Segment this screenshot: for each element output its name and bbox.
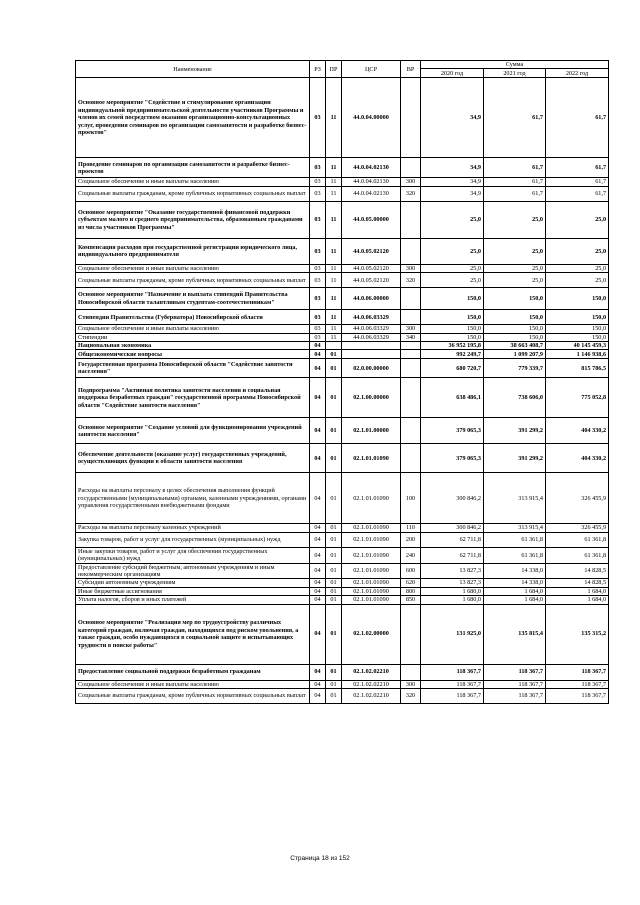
row-amount-2020: 118 367,7 xyxy=(421,680,484,688)
row-amount-2020: 13 827,3 xyxy=(421,563,484,579)
row-rz: 04 xyxy=(310,378,326,418)
row-vr: 600 xyxy=(401,563,421,579)
row-pr: 11 xyxy=(326,186,342,201)
row-name: Основное мероприятие "Создание условий для функционирования учреждений занятости населения" xyxy=(76,418,310,444)
row-rz: 03 xyxy=(310,264,326,272)
row-amount-2020: 62 711,8 xyxy=(421,532,484,547)
row-pr: 11 xyxy=(326,325,342,333)
row-amount-2022: 61,7 xyxy=(546,186,609,201)
row-pr: 01 xyxy=(326,579,342,587)
table-row xyxy=(76,524,609,532)
row-csr: 44.0.06.03329 xyxy=(342,333,401,341)
row-rz: 04 xyxy=(310,689,326,704)
row-amount-2021: 38 663 408,7 xyxy=(484,342,546,350)
row-vr xyxy=(401,201,421,238)
row-name: Основное мероприятие "Реализация мер по трудоустройству различных категорий граждан, включая граждан, находящихся под риском увольнения, а также граждан, особо нуждающихся в социальной защите и испытывающих трудности в поиске работы" xyxy=(76,604,310,664)
row-vr: 340 xyxy=(401,333,421,341)
header-pr: ПР xyxy=(326,61,342,78)
row-amount-2020: 150,0 xyxy=(421,288,484,310)
row-name: Национальная экономика xyxy=(76,342,310,350)
table-row xyxy=(76,273,609,288)
row-amount-2020: 1 680,0 xyxy=(421,587,484,595)
row-pr: 01 xyxy=(326,563,342,579)
table-row xyxy=(76,310,609,325)
row-pr: 11 xyxy=(326,178,342,186)
row-rz: 03 xyxy=(310,325,326,333)
row-pr: 01 xyxy=(326,418,342,444)
row-amount-2022: 61,7 xyxy=(546,78,609,158)
row-vr xyxy=(401,359,421,378)
row-amount-2021: 61,7 xyxy=(484,186,546,201)
row-rz: 04 xyxy=(310,524,326,532)
table-row xyxy=(76,587,609,595)
row-pr: 01 xyxy=(326,532,342,547)
row-amount-2021: 61,7 xyxy=(484,178,546,186)
row-name: Социальное обеспечение и иные выплаты населению xyxy=(76,680,310,688)
table-row xyxy=(76,350,609,359)
row-name: Социальные выплаты гражданам, кроме публичных нормативных социальных выплат xyxy=(76,689,310,704)
row-vr: 850 xyxy=(401,596,421,604)
row-vr xyxy=(401,350,421,359)
row-csr: 44.0.04.02130 xyxy=(342,158,401,178)
row-amount-2021: 25,0 xyxy=(484,238,546,264)
row-amount-2021: 150,0 xyxy=(484,310,546,325)
row-csr: 02.1.00.00000 xyxy=(342,378,401,418)
row-csr: 02.1.01.01090 xyxy=(342,473,401,524)
row-amount-2021: 738 606,0 xyxy=(484,378,546,418)
row-csr: 02.1.02.02210 xyxy=(342,689,401,704)
header-year-2021: 2021 год xyxy=(484,69,546,78)
row-vr xyxy=(401,158,421,178)
row-amount-2020: 150,0 xyxy=(421,333,484,341)
row-amount-2020: 150,0 xyxy=(421,325,484,333)
row-csr: 44.0.05.02120 xyxy=(342,238,401,264)
table-row xyxy=(76,689,609,704)
row-name: Государственная программа Новосибирской области "Содействие занятости населения" xyxy=(76,359,310,378)
row-pr: 01 xyxy=(326,664,342,680)
row-amount-2021: 1 684,0 xyxy=(484,596,546,604)
table-row xyxy=(76,563,609,579)
table-row xyxy=(76,158,609,178)
row-amount-2022: 25,0 xyxy=(546,264,609,272)
row-rz: 04 xyxy=(310,418,326,444)
row-amount-2021: 61,7 xyxy=(484,158,546,178)
row-rz: 03 xyxy=(310,78,326,158)
row-amount-2022: 326 455,9 xyxy=(546,473,609,524)
row-pr: 01 xyxy=(326,473,342,524)
row-pr: 01 xyxy=(326,596,342,604)
table-row xyxy=(76,359,609,378)
row-amount-2020: 118 367,7 xyxy=(421,689,484,704)
row-vr: 300 xyxy=(401,680,421,688)
row-rz: 03 xyxy=(310,273,326,288)
row-csr: 02.1.01.01090 xyxy=(342,596,401,604)
row-vr: 320 xyxy=(401,186,421,201)
row-amount-2020: 25,0 xyxy=(421,201,484,238)
row-pr: 11 xyxy=(326,264,342,272)
row-amount-2021: 779 339,7 xyxy=(484,359,546,378)
row-vr: 200 xyxy=(401,532,421,547)
row-vr xyxy=(401,418,421,444)
row-vr xyxy=(401,342,421,350)
row-name: Общеэкономические вопросы xyxy=(76,350,310,359)
table-row xyxy=(76,547,609,563)
row-name: Иные бюджетные ассигнования xyxy=(76,587,310,595)
row-pr: 11 xyxy=(326,310,342,325)
header-sum: Сумма xyxy=(421,61,609,69)
row-csr: 44.0.06.00000 xyxy=(342,288,401,310)
row-csr: 44.0.04.02130 xyxy=(342,178,401,186)
row-pr: 11 xyxy=(326,273,342,288)
table-row xyxy=(76,178,609,186)
row-pr: 01 xyxy=(326,524,342,532)
row-csr: 02.1.01.01090 xyxy=(342,587,401,595)
row-name: Расходы на выплаты персоналу казенных учреждений xyxy=(76,524,310,532)
row-name: Расходы на выплаты персоналу в целях обеспечения выполнения функций государственными (муниципальными) органами, казенными учреждениями, органами управления государственными внебюджетными фондами xyxy=(76,473,310,524)
row-amount-2021: 313 915,4 xyxy=(484,473,546,524)
row-amount-2021: 150,0 xyxy=(484,333,546,341)
row-name: Подпрограмма "Активная политика занятости населения и социальная поддержка безработных граждан" государственной программы Новосибирской области "Содействие занятости населения" xyxy=(76,378,310,418)
row-pr: 01 xyxy=(326,604,342,664)
row-vr xyxy=(401,664,421,680)
row-amount-2020: 131 925,0 xyxy=(421,604,484,664)
header-year-2020: 2020 год xyxy=(421,69,484,78)
row-amount-2021: 61,7 xyxy=(484,78,546,158)
row-vr xyxy=(401,310,421,325)
row-amount-2022: 815 786,5 xyxy=(546,359,609,378)
row-vr xyxy=(401,238,421,264)
row-pr: 11 xyxy=(326,288,342,310)
row-rz: 04 xyxy=(310,563,326,579)
row-amount-2022: 25,0 xyxy=(546,201,609,238)
row-pr xyxy=(326,342,342,350)
row-amount-2022: 61 361,8 xyxy=(546,547,609,563)
row-amount-2020: 34,9 xyxy=(421,186,484,201)
table-row xyxy=(76,288,609,310)
row-amount-2022: 118 367,7 xyxy=(546,689,609,704)
row-vr: 300 xyxy=(401,178,421,186)
row-amount-2022: 404 330,2 xyxy=(546,418,609,444)
row-amount-2021: 1 684,0 xyxy=(484,587,546,595)
table-row xyxy=(76,264,609,272)
row-amount-2021: 1 099 207,9 xyxy=(484,350,546,359)
table-row xyxy=(76,342,609,350)
row-amount-2021: 25,0 xyxy=(484,273,546,288)
row-vr: 300 xyxy=(401,264,421,272)
row-vr: 240 xyxy=(401,547,421,563)
row-rz: 04 xyxy=(310,342,326,350)
header-csr: ЦСР xyxy=(342,61,401,78)
row-name: Предоставление субсидий бюджетным, автономным учреждениям и иным некоммерческим организациям xyxy=(76,563,310,579)
row-amount-2021: 150,0 xyxy=(484,325,546,333)
row-pr: 01 xyxy=(326,689,342,704)
row-name: Предоставление социальной поддержки безработным гражданам xyxy=(76,664,310,680)
row-amount-2022: 61 361,8 xyxy=(546,532,609,547)
row-pr: 01 xyxy=(326,444,342,473)
row-rz: 03 xyxy=(310,310,326,325)
row-rz: 04 xyxy=(310,579,326,587)
row-csr: 02.0.00.00000 xyxy=(342,359,401,378)
row-amount-2022: 150,0 xyxy=(546,333,609,341)
row-amount-2022: 1 146 938,6 xyxy=(546,350,609,359)
row-amount-2021: 25,0 xyxy=(484,201,546,238)
row-amount-2022: 40 145 459,3 xyxy=(546,342,609,350)
row-pr: 01 xyxy=(326,547,342,563)
row-name: Социальные выплаты гражданам, кроме публичных нормативных социальных выплат xyxy=(76,273,310,288)
table-row xyxy=(76,238,609,264)
row-csr: 02.1.01.00000 xyxy=(342,418,401,444)
row-csr: 44.0.05.00000 xyxy=(342,201,401,238)
row-rz: 03 xyxy=(310,201,326,238)
row-name: Проведение семинаров по организации самозанятости и разработке бизнес-проектов xyxy=(76,158,310,178)
row-amount-2020: 34,9 xyxy=(421,78,484,158)
row-rz: 03 xyxy=(310,178,326,186)
header-name: Наименование xyxy=(76,61,310,78)
row-vr xyxy=(401,378,421,418)
row-pr: 11 xyxy=(326,158,342,178)
row-rz: 04 xyxy=(310,587,326,595)
row-vr: 320 xyxy=(401,689,421,704)
row-amount-2022: 1 684,0 xyxy=(546,596,609,604)
row-name: Обеспечение деятельности (оказание услуг) государственных учреждений, осуществляющих функции в области занятости населения xyxy=(76,444,310,473)
row-amount-2022: 775 052,8 xyxy=(546,378,609,418)
row-amount-2020: 36 952 195,8 xyxy=(421,342,484,350)
row-amount-2022: 61,7 xyxy=(546,178,609,186)
row-rz: 04 xyxy=(310,359,326,378)
row-amount-2021: 14 338,0 xyxy=(484,563,546,579)
row-csr: 02.1.01.01090 xyxy=(342,532,401,547)
row-amount-2020: 1 680,0 xyxy=(421,596,484,604)
row-amount-2022: 61,7 xyxy=(546,158,609,178)
row-amount-2020: 379 065,3 xyxy=(421,444,484,473)
header-year-2022: 2022 год xyxy=(546,69,609,78)
row-amount-2020: 992 249,7 xyxy=(421,350,484,359)
table-row xyxy=(76,473,609,524)
row-vr xyxy=(401,444,421,473)
row-csr: 02.1.01.01090 xyxy=(342,524,401,532)
row-csr: 44.0.05.02120 xyxy=(342,264,401,272)
row-pr: 11 xyxy=(326,201,342,238)
row-amount-2020: 150,0 xyxy=(421,310,484,325)
row-rz: 03 xyxy=(310,186,326,201)
table-row xyxy=(76,418,609,444)
row-rz: 04 xyxy=(310,532,326,547)
page-number: Страница 18 из 152 xyxy=(290,855,350,862)
row-pr: 01 xyxy=(326,680,342,688)
header-rz: РЗ xyxy=(310,61,326,78)
row-csr xyxy=(342,342,401,350)
row-amount-2022: 135 315,2 xyxy=(546,604,609,664)
row-amount-2020: 118 367,7 xyxy=(421,664,484,680)
row-amount-2020: 62 711,8 xyxy=(421,547,484,563)
table-row xyxy=(76,532,609,547)
row-amount-2021: 391 299,2 xyxy=(484,444,546,473)
row-amount-2020: 300 846,2 xyxy=(421,524,484,532)
row-name: Компенсация расходов при государственной регистрации юридического лица, индивидуального предпринимателя xyxy=(76,238,310,264)
row-amount-2022: 150,0 xyxy=(546,310,609,325)
row-amount-2020: 25,0 xyxy=(421,264,484,272)
row-csr: 02.1.01.01090 xyxy=(342,547,401,563)
row-vr: 320 xyxy=(401,273,421,288)
row-amount-2022: 150,0 xyxy=(546,288,609,310)
row-csr: 02.1.02.02210 xyxy=(342,664,401,680)
table-row xyxy=(76,201,609,238)
row-csr: 02.1.02.00000 xyxy=(342,604,401,664)
row-pr: 01 xyxy=(326,359,342,378)
row-csr: 44.0.05.02120 xyxy=(342,273,401,288)
row-rz: 03 xyxy=(310,158,326,178)
row-amount-2021: 14 338,0 xyxy=(484,579,546,587)
row-csr: 44.0.06.03329 xyxy=(342,310,401,325)
row-rz: 03 xyxy=(310,288,326,310)
row-rz: 04 xyxy=(310,444,326,473)
table-row xyxy=(76,186,609,201)
row-csr: 44.0.04.02130 xyxy=(342,186,401,201)
row-name: Основное мероприятие "Назначение и выплата стипендий Правительства Новосибирской области талантливым студентам-соотечественникам" xyxy=(76,288,310,310)
row-csr: 02.1.01.01090 xyxy=(342,444,401,473)
row-name: Социальное обеспечение и иные выплаты населению xyxy=(76,178,310,186)
row-amount-2022: 1 684,0 xyxy=(546,587,609,595)
row-vr: 110 xyxy=(401,524,421,532)
row-amount-2021: 118 367,7 xyxy=(484,664,546,680)
table-row xyxy=(76,325,609,333)
row-csr xyxy=(342,350,401,359)
row-pr: 11 xyxy=(326,333,342,341)
row-amount-2022: 118 367,7 xyxy=(546,680,609,688)
row-pr: 01 xyxy=(326,350,342,359)
table-row xyxy=(76,378,609,418)
row-amount-2022: 25,0 xyxy=(546,238,609,264)
row-pr: 11 xyxy=(326,78,342,158)
row-amount-2020: 34,9 xyxy=(421,158,484,178)
row-vr: 620 xyxy=(401,579,421,587)
row-rz: 03 xyxy=(310,333,326,341)
row-vr: 100 xyxy=(401,473,421,524)
row-amount-2020: 25,0 xyxy=(421,273,484,288)
row-amount-2021: 61 361,8 xyxy=(484,532,546,547)
row-amount-2022: 25,0 xyxy=(546,273,609,288)
row-pr: 01 xyxy=(326,378,342,418)
row-rz: 04 xyxy=(310,664,326,680)
table-row xyxy=(76,664,609,680)
row-rz: 04 xyxy=(310,596,326,604)
row-amount-2020: 13 827,3 xyxy=(421,579,484,587)
table-row xyxy=(76,604,609,664)
row-vr: 800 xyxy=(401,587,421,595)
row-amount-2022: 14 828,5 xyxy=(546,579,609,587)
row-amount-2021: 150,0 xyxy=(484,288,546,310)
table-header xyxy=(76,61,609,78)
row-rz: 04 xyxy=(310,350,326,359)
row-rz: 03 xyxy=(310,238,326,264)
row-amount-2021: 135 815,4 xyxy=(484,604,546,664)
row-amount-2020: 300 846,2 xyxy=(421,473,484,524)
row-amount-2022: 14 828,5 xyxy=(546,563,609,579)
row-amount-2020: 34,9 xyxy=(421,178,484,186)
table-row xyxy=(76,680,609,688)
table-row xyxy=(76,333,609,341)
row-vr xyxy=(401,288,421,310)
row-rz: 04 xyxy=(310,604,326,664)
row-name: Уплата налогов, сборов и иных платежей xyxy=(76,596,310,604)
row-name: Основное мероприятие "Оказание государственной финансовой поддержки субъектам малого и среднего предпринимательства, образованным гражданами из числа участников Программы" xyxy=(76,201,310,238)
table-body xyxy=(76,78,609,704)
row-amount-2021: 391 299,2 xyxy=(484,418,546,444)
row-amount-2021: 61 361,8 xyxy=(484,547,546,563)
row-amount-2021: 25,0 xyxy=(484,264,546,272)
row-amount-2020: 379 065,3 xyxy=(421,418,484,444)
row-name: Стипендии Правительства (Губернатора) Новосибирской области xyxy=(76,310,310,325)
row-amount-2020: 638 486,1 xyxy=(421,378,484,418)
table-row xyxy=(76,579,609,587)
row-csr: 02.1.01.01090 xyxy=(342,579,401,587)
row-amount-2021: 118 367,7 xyxy=(484,680,546,688)
row-pr: 01 xyxy=(326,587,342,595)
row-vr: 300 xyxy=(401,325,421,333)
row-amount-2021: 118 367,7 xyxy=(484,689,546,704)
row-pr: 11 xyxy=(326,238,342,264)
row-name: Субсидии автономным учреждениям xyxy=(76,579,310,587)
row-name: Социальные выплаты гражданам, кроме публичных нормативных социальных выплат xyxy=(76,186,310,201)
table-row xyxy=(76,444,609,473)
row-rz: 04 xyxy=(310,473,326,524)
row-amount-2022: 326 455,9 xyxy=(546,524,609,532)
budget-table xyxy=(75,60,609,704)
table-row xyxy=(76,78,609,158)
row-name: Социальное обеспечение и иные выплаты населению xyxy=(76,264,310,272)
row-amount-2020: 25,0 xyxy=(421,238,484,264)
row-amount-2020: 680 720,7 xyxy=(421,359,484,378)
row-amount-2022: 150,0 xyxy=(546,325,609,333)
table-row xyxy=(76,596,609,604)
row-name: Основное мероприятие "Содействие и стимулирование организации индивидуальной предпринимательской деятельности участников Программы и членов их семей посредством оказания организационно-консультационных услуг, проведения семинаров по организации самозанятости и разработке бизнес-проектов" xyxy=(76,78,310,158)
row-name: Социальное обеспечение и иные выплаты населению xyxy=(76,325,310,333)
row-csr: 02.1.02.02210 xyxy=(342,680,401,688)
row-vr xyxy=(401,78,421,158)
row-name: Иные закупки товаров, работ и услуг для обеспечения государственных (муниципальных) нужд xyxy=(76,547,310,563)
header-vr: ВР xyxy=(401,61,421,78)
row-name: Закупка товаров, работ и услуг для государственных (муниципальных) нужд xyxy=(76,532,310,547)
row-csr: 44.0.06.03329 xyxy=(342,325,401,333)
row-amount-2021: 313 915,4 xyxy=(484,524,546,532)
row-rz: 04 xyxy=(310,680,326,688)
row-name: Стипендии xyxy=(76,333,310,341)
row-csr: 02.1.01.01090 xyxy=(342,563,401,579)
row-vr xyxy=(401,604,421,664)
row-rz: 04 xyxy=(310,547,326,563)
row-csr: 44.0.04.00000 xyxy=(342,78,401,158)
row-amount-2022: 118 367,7 xyxy=(546,664,609,680)
row-amount-2022: 404 330,2 xyxy=(546,444,609,473)
